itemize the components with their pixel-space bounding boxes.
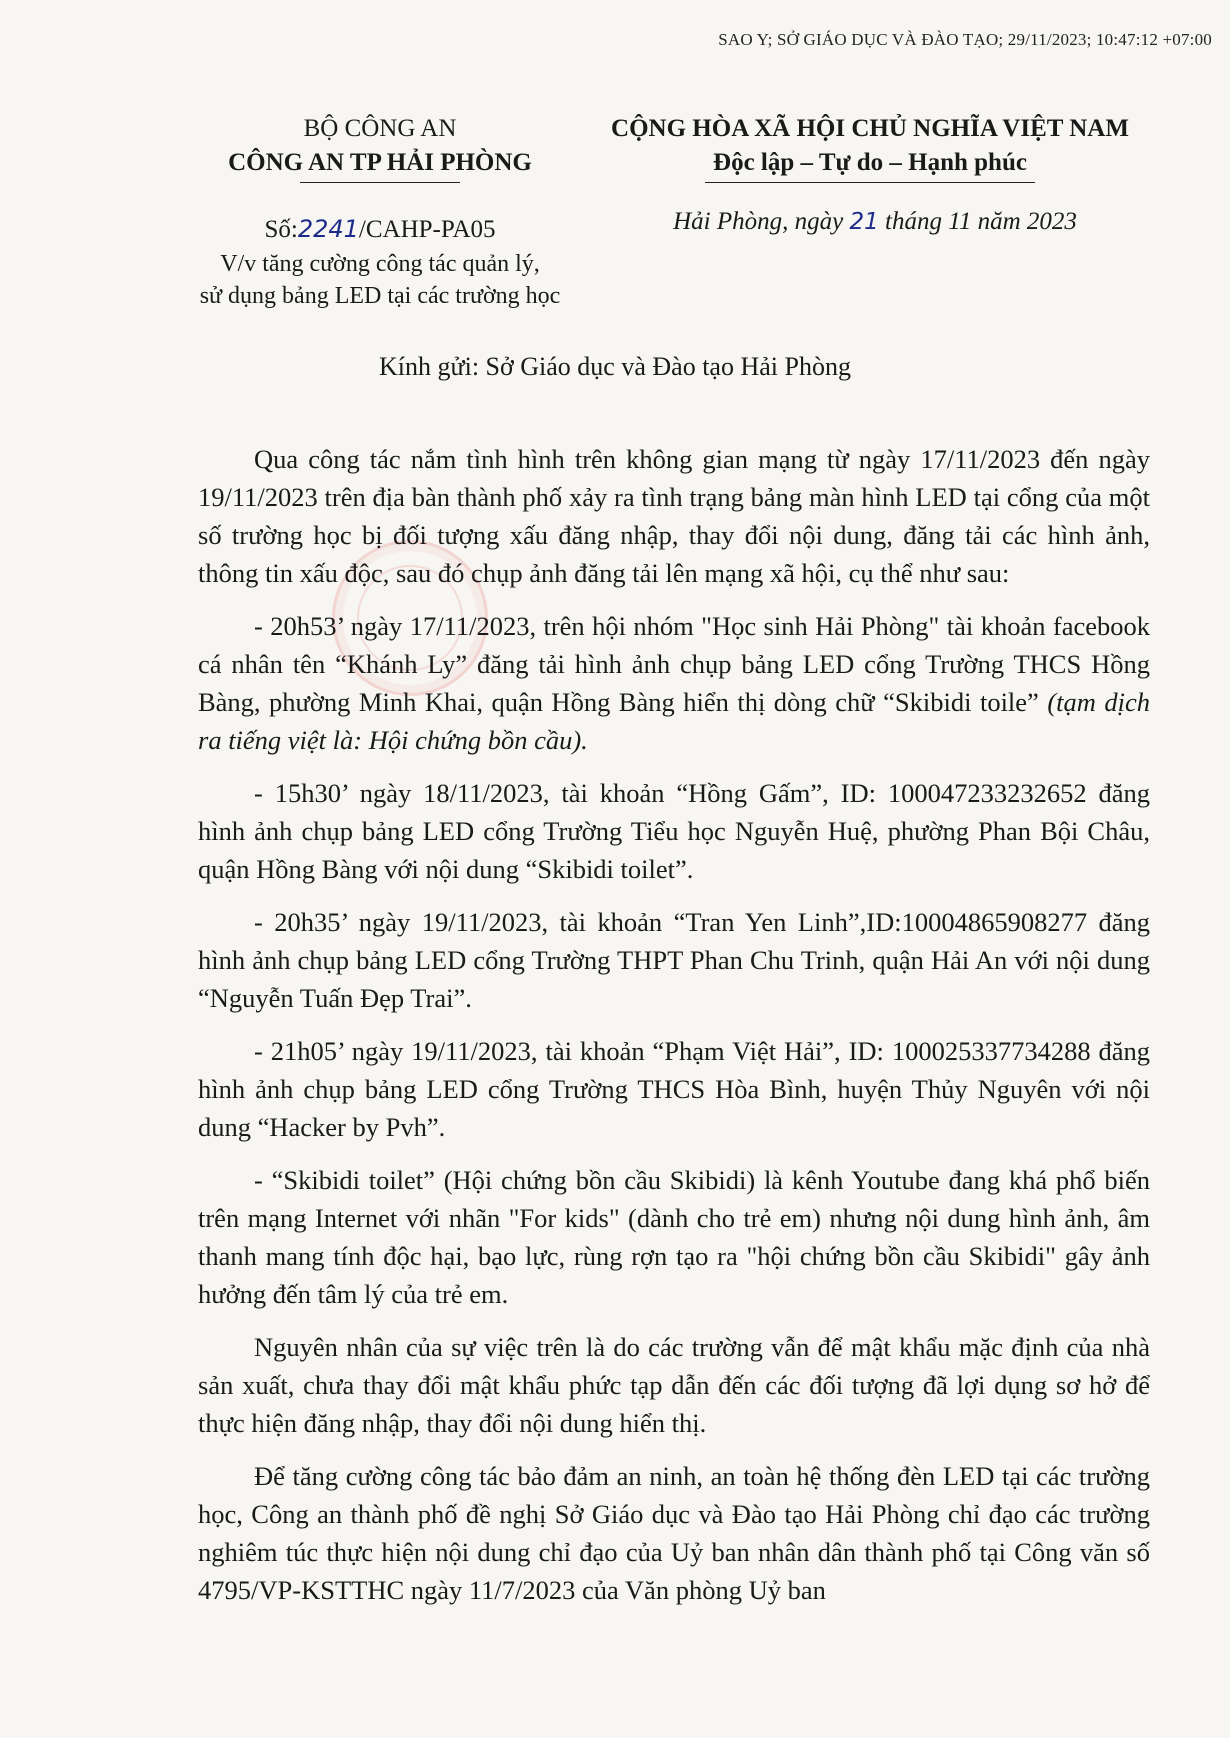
document-subject — [170, 248, 590, 312]
document-number-handwritten: 2241 — [297, 215, 359, 243]
body-paragraph-intro: Qua công tác nắm tình hình trên không gian mạng từ ngày 17/11/2023 đến ngày 19/11/2023 trên địa bàn thành phố xảy ra tình trạng bảng màn hình LED tại cổng của một số trường học bị đối tượng xấu đăng nhập, thay đổi nội dung, đăng tải các hình ảnh, thông tin xấu độc, sau đó chụp ảnh đăng tải lên mạng xã hội, cụ thể như sau: — [198, 444, 1150, 588]
national-header — [600, 112, 1140, 183]
digital-copy-stamp: SAO Y; SỞ GIÁO DỤC VÀ ĐÀO TẠO; 29/11/2023; 10:47:12 +07:00 — [718, 30, 1212, 49]
national-motto: Độc lập – Tự do – Hạnh phúc — [713, 149, 1027, 176]
subject-line-1: V/v tăng cường công tác quản lý, — [220, 251, 540, 277]
subject-line-2: sử dụng bảng LED tại các trường học — [199, 283, 561, 309]
place-and-date — [640, 208, 1110, 236]
letter-body — [198, 440, 1150, 1624]
document-number — [170, 213, 590, 246]
issuer-agency: CÔNG AN TP HẢI PHÒNG — [228, 149, 532, 176]
body-paragraph-request: Để tăng cường công tác bảo đảm an ninh, an toàn hệ thống đèn LED tại các trường học, Công an thành phố đề nghị Sở Giáo dục và Đào tạo Hải Phòng chỉ đạo các trường nghiêm túc thực hiện nội dung chỉ đạo của Uỷ ban nhân dân thành phố tại Công văn số 4795/VP-KSTTHC ngày 11/7/2023 của Văn phòng Uỷ ban — [198, 1461, 1150, 1605]
body-paragraph-skibidi-note: - “Skibidi toilet” (Hội chứng bồn cầu Skibidi) là kênh Youtube đang khá phổ biến trên mạng Internet với nhãn "For kids" (dành cho trẻ em) nhưng nội dung hình ảnh, âm thanh mang tính độc hại, bạo lực, rùng rợn tạo ra "hội chứng bồn cầu Skibidi" gây ảnh hưởng đến tâm lý của trẻ em. — [198, 1165, 1150, 1309]
body-paragraph-case-3: - 20h35’ ngày 19/11/2023, tài khoản “Tran Yen Linh”,ID:10004865908277 đăng hình ảnh chụp bảng LED cổng Trường THPT Phan Chu Trinh, quận Hải An với nội dung “Nguyễn Tuấn Đẹp Trai”. — [198, 907, 1150, 1013]
body-paragraph-cause: Nguyên nhân của sự việc trên là do các trường vẫn để mật khẩu mặc định của nhà sản xuất, chưa thay đổi mật khẩu phức tạp dẫn đến các đối tượng đã lợi dụng sơ hở để thực hiện đăng nhập, thay đổi nội dung hiển thị. — [198, 1332, 1150, 1438]
issuer-ministry: BỘ CÔNG AN — [303, 115, 457, 142]
case-1-translation: (tạm dịch ra tiếng việt là: Hội chứng bồn cầu). — [198, 687, 1150, 755]
date-handwritten-day: 21 — [849, 209, 879, 235]
case-1-text: - 20h53’ ngày 17/11/2023, trên hội nhóm "Học sinh Hải Phòng" tài khoản facebook cá nhân tên “Khánh Ly” đăng tải hình ảnh chụp bảng LED cổng Trường THCS Hồng Bàng, phường Minh Khai, quận Hồng Bàng hiển thị dòng chữ “Skibidi toile” — [198, 611, 1150, 717]
document-number-prefix: Số: — [264, 216, 298, 243]
national-name: CỘNG HÒA XÃ HỘI CHỦ NGHĨA VIỆT NAM — [611, 115, 1129, 142]
motto-underline — [705, 182, 1035, 183]
body-paragraph-case-2: - 15h30’ ngày 18/11/2023, tài khoản “Hồng Gấm”, ID: 100047233232652 đăng hình ảnh chụp bảng LED cổng Trường Tiểu học Nguyễn Huệ, phường Phan Bội Châu, quận Hồng Bàng với nội dung “Skibidi toilet”. — [198, 778, 1150, 884]
date-before: Hải Phòng, ngày — [673, 208, 850, 235]
body-paragraph-case-1 — [198, 607, 1150, 759]
date-after: tháng 11 năm 2023 — [878, 208, 1077, 235]
recipient-line: Kính gửi: Sở Giáo dục và Đào tạo Hải Phòng — [379, 352, 851, 381]
issuer-header — [170, 112, 590, 183]
issuer-underline — [300, 182, 460, 183]
body-paragraph-case-4: - 21h05’ ngày 19/11/2023, tài khoản “Phạm Việt Hải”, ID: 100025337734288 đăng hình ảnh chụp bảng LED cổng Trường THCS Hòa Bình, huyện Thủy Nguyên với nội dung “Hacker by Pvh”. — [198, 1036, 1150, 1142]
document-number-suffix: /CAHP-PA05 — [358, 216, 496, 243]
